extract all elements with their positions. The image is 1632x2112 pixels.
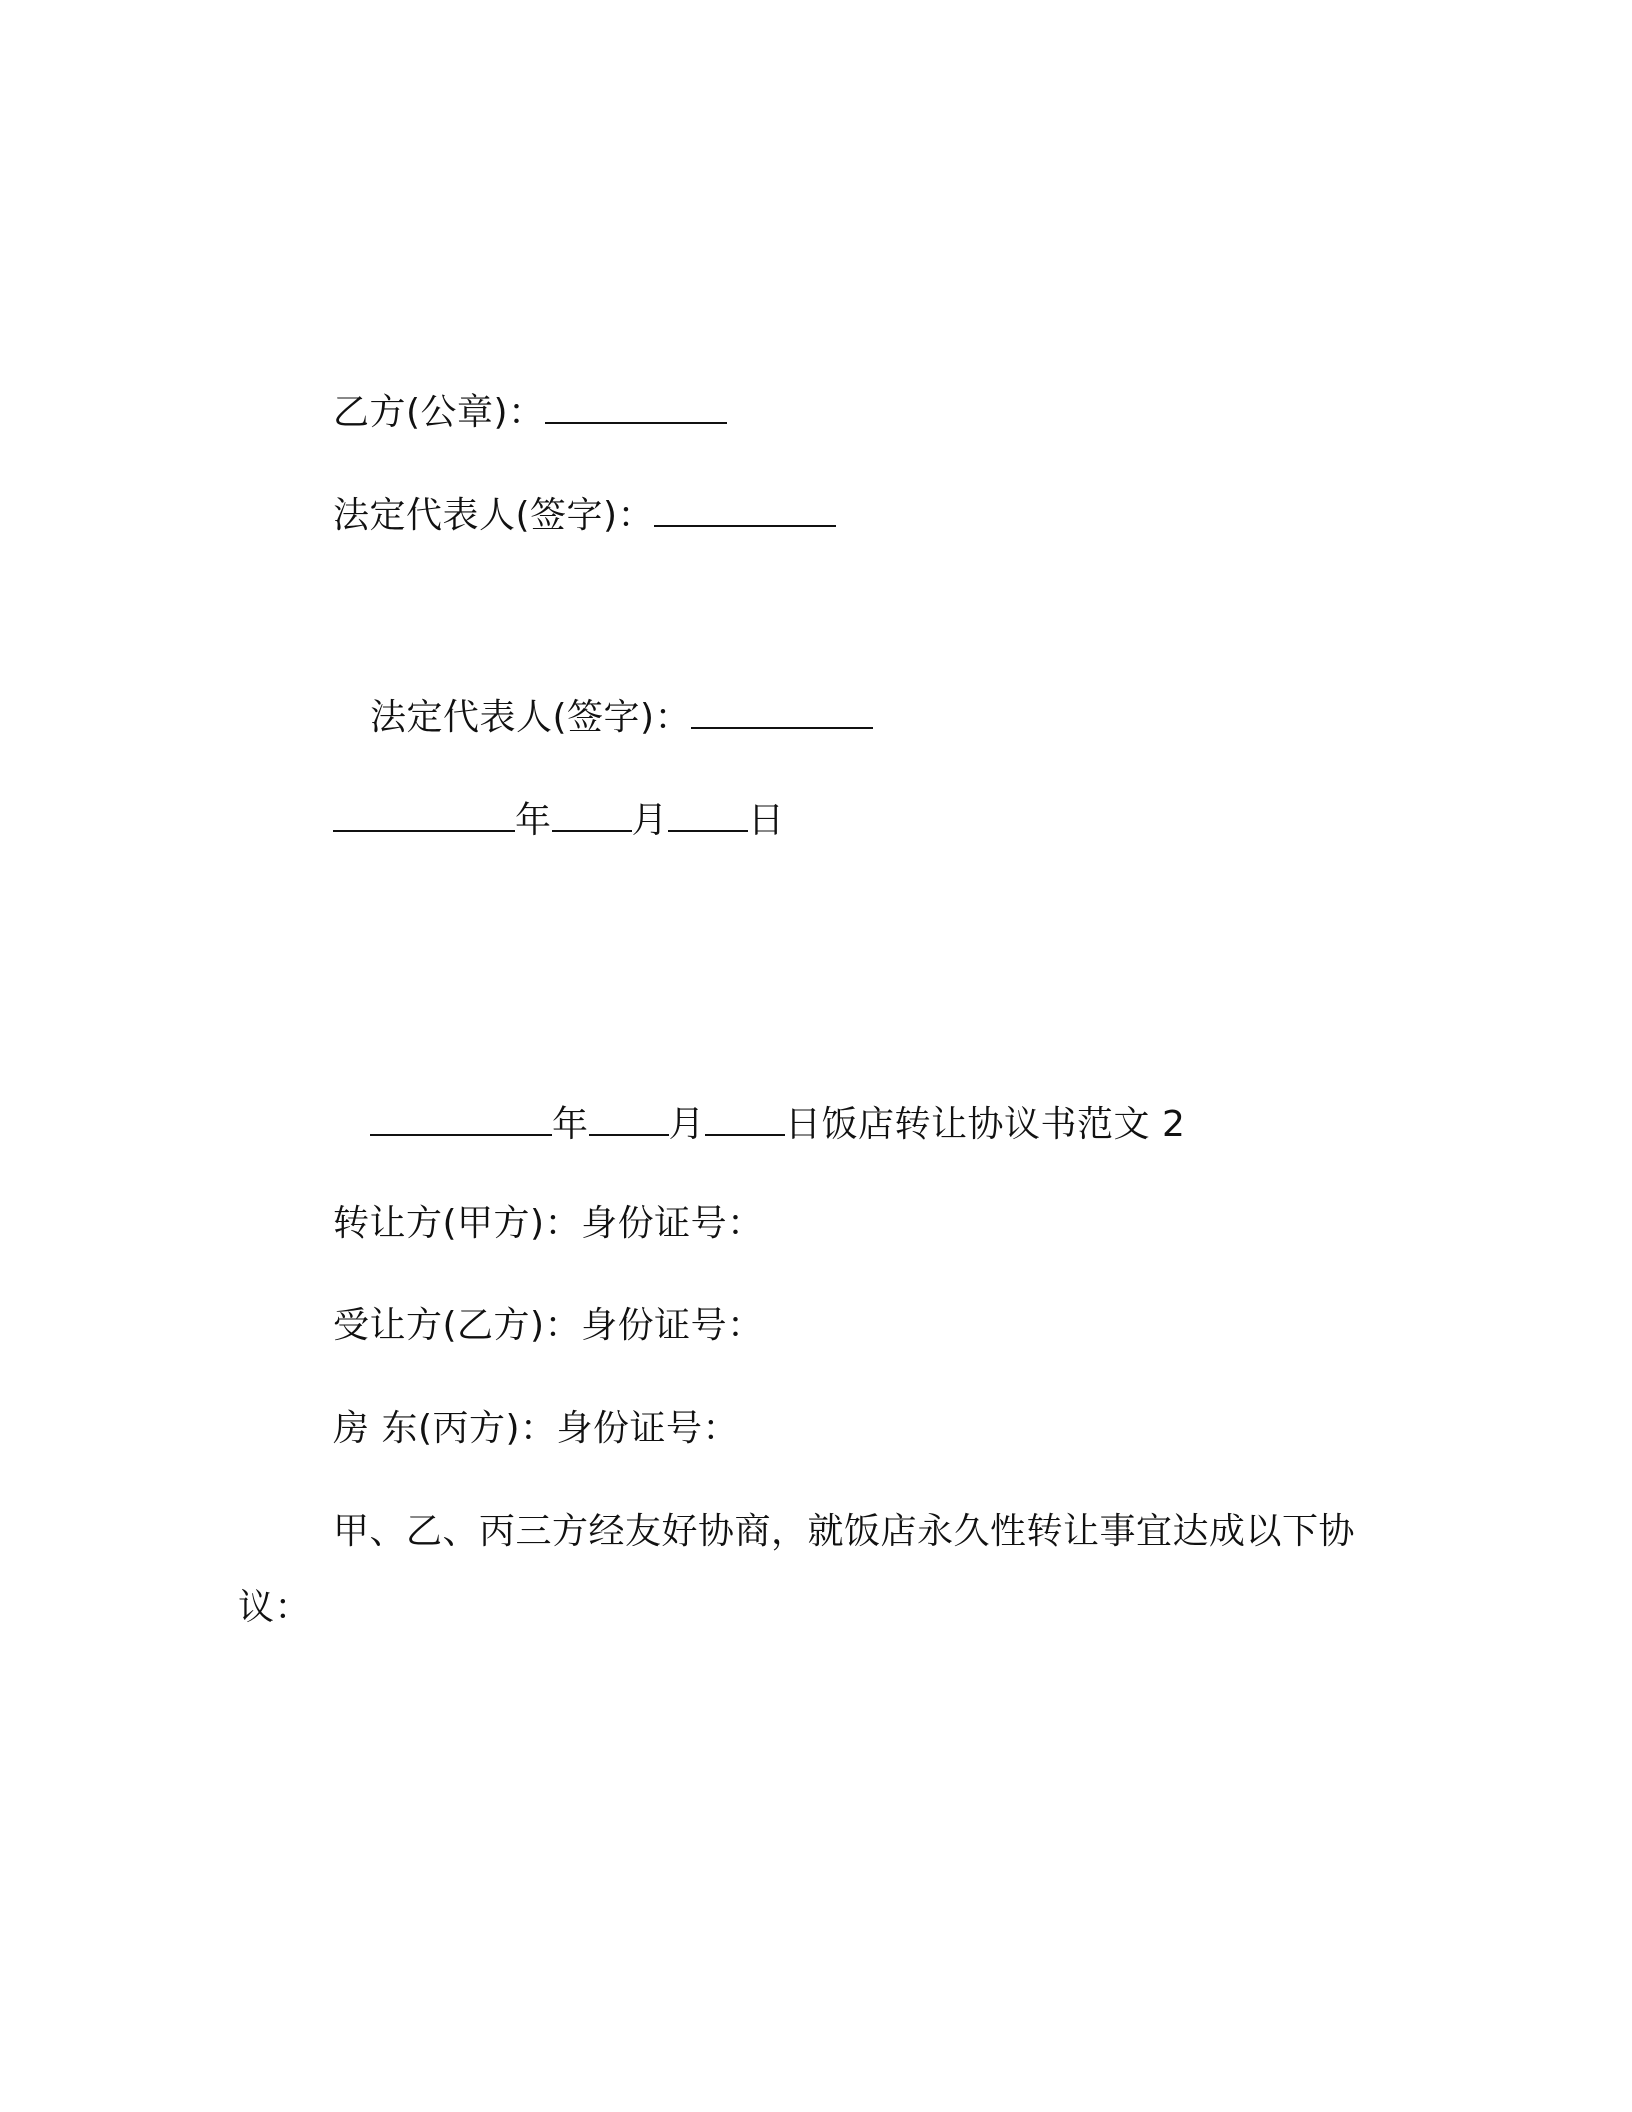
transferor-label: 转让方(甲方)：身份证号： xyxy=(333,1203,764,1244)
heading-month-blank xyxy=(589,1100,669,1136)
transferor-line xyxy=(333,1200,764,1248)
legal-rep-line-1 xyxy=(333,491,836,540)
intro-text-2: 议： xyxy=(238,1587,312,1628)
legal-rep-blank-2 xyxy=(691,693,873,729)
heading-year-label: 年 xyxy=(552,1104,589,1145)
landlord-line xyxy=(333,1405,739,1453)
intro-text-1: 甲、乙、丙三方经友好协商，就饭店永久性转让事宜达成以下协 xyxy=(333,1511,1356,1552)
month-blank xyxy=(552,796,632,832)
legal-rep-blank-1 xyxy=(654,491,836,527)
section-2-heading xyxy=(370,1100,1185,1149)
party-b-seal-label: 乙方(公章)： xyxy=(333,392,545,433)
party-b-seal-blank xyxy=(545,388,727,424)
legal-rep-label-1: 法定代表人(签字)： xyxy=(333,495,655,536)
legal-rep-label-2: 法定代表人(签字)： xyxy=(370,697,692,738)
transferee-line xyxy=(333,1302,764,1350)
intro-paragraph-line-1 xyxy=(333,1508,1355,1556)
intro-paragraph-line-2 xyxy=(238,1584,311,1632)
year-label: 年 xyxy=(515,800,552,841)
signature-date-line xyxy=(333,796,785,845)
heading-day-blank xyxy=(705,1100,785,1136)
heading-month-label: 月 xyxy=(668,1104,706,1145)
day-label: 日 xyxy=(748,800,785,841)
heading-title: 日饭店转让协议书范文 2 xyxy=(785,1104,1186,1145)
heading-year-blank xyxy=(370,1100,552,1136)
month-label: 月 xyxy=(631,800,669,841)
year-blank xyxy=(333,796,515,832)
landlord-label: 房 东(丙方)：身份证号： xyxy=(333,1408,740,1449)
transferee-label: 受让方(乙方)：身份证号： xyxy=(333,1305,764,1346)
legal-rep-line-2 xyxy=(370,693,873,742)
party-b-seal-line xyxy=(333,388,727,437)
day-blank xyxy=(668,796,748,832)
